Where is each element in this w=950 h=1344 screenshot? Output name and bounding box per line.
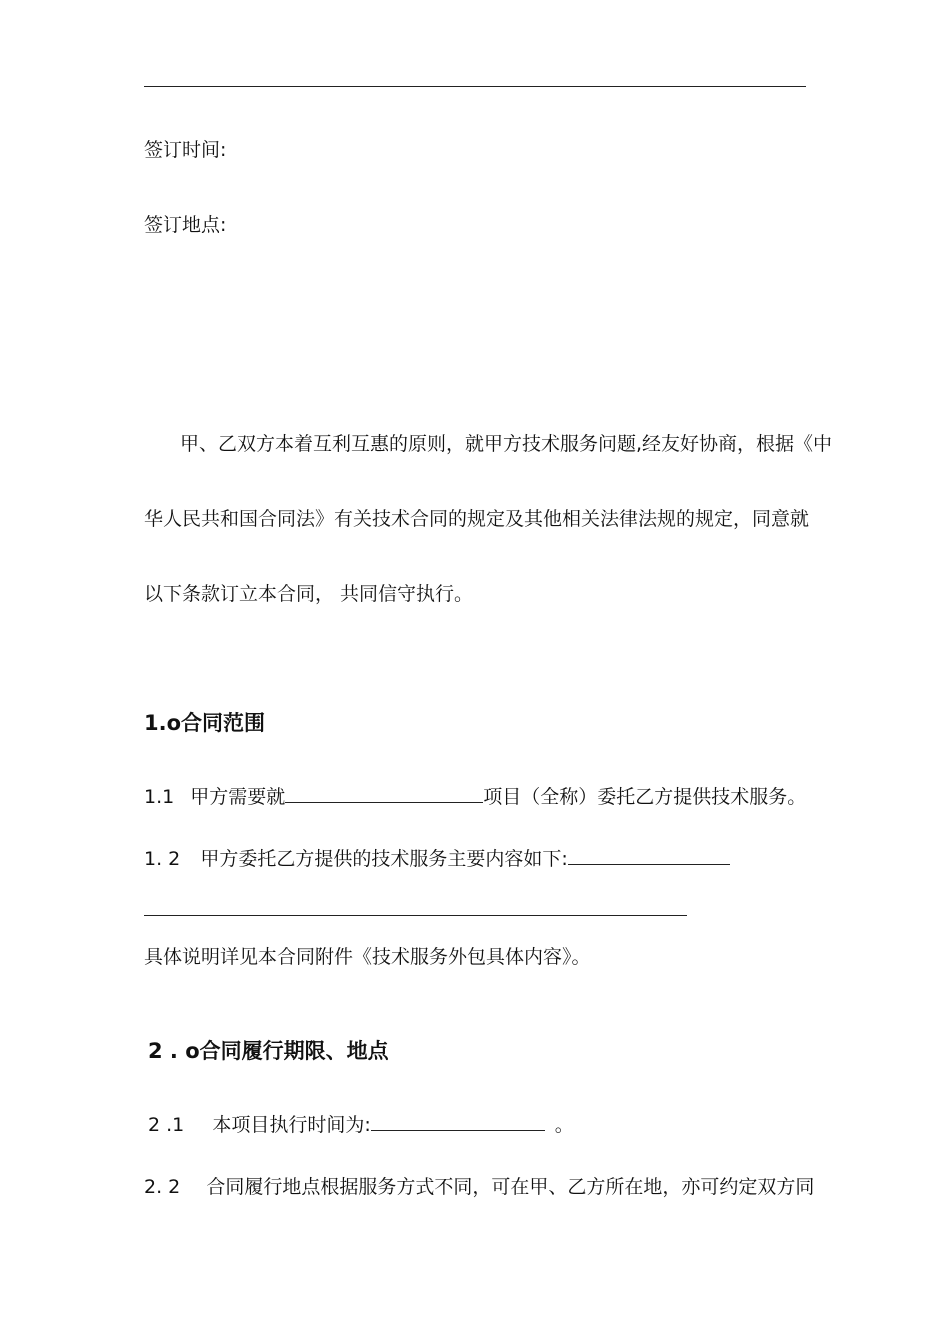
item-text: 本项目执行时间为: <box>212 1114 371 1136</box>
section-1-note: 具体说明详见本合同附件《技术服务外包具体内容》。 <box>144 946 591 968</box>
preamble-line-2: 华人民共和国合同法》有关技术合同的规定及其他相关法律法规的规定，同意就 <box>144 508 810 530</box>
service-content-blank-line[interactable] <box>144 915 687 916</box>
service-content-blank[interactable] <box>568 846 730 865</box>
section-2-heading: 2 . o合同履行期限、地点 <box>148 1039 389 1063</box>
preamble-line-1 <box>144 432 833 456</box>
top-divider <box>144 86 806 87</box>
item-number: 2 .1 <box>148 1114 185 1136</box>
item-end: 。 <box>554 1114 574 1136</box>
preamble-line-3: 以下条款订立本合同， 共同信守执行。 <box>144 583 474 605</box>
section-1-heading: 1.o合同范围 <box>144 711 266 735</box>
section-2-item-1 <box>148 1112 574 1137</box>
item-number: 1. 2 <box>144 848 181 870</box>
section-2-item-2 <box>144 1175 814 1199</box>
execution-time-blank[interactable] <box>371 1112 545 1131</box>
project-name-blank[interactable] <box>285 784 483 803</box>
section-1-item-1 <box>144 784 806 809</box>
item-number: 1.1 <box>144 786 175 808</box>
item-text-pre: 甲方需要就 <box>190 786 286 808</box>
item-number: 2. 2 <box>144 1176 181 1198</box>
signing-time-label: 签订时间: <box>144 139 227 161</box>
item-text-post: 项目（全称）委托乙方提供技术服务。 <box>483 786 807 808</box>
signing-place-label: 签订地点: <box>144 214 227 236</box>
item-text: 甲方委托乙方提供的技术服务主要内容如下: <box>200 848 568 870</box>
preamble-text-1: 甲、乙双方本着互利互惠的原则，就甲方技术服务问题,经友好协商，根据《中 <box>180 433 833 455</box>
item-text: 合同履行地点根据服务方式不同，可在甲、乙方所在地，亦可约定双方同 <box>206 1176 815 1198</box>
section-1-item-2 <box>144 846 730 871</box>
